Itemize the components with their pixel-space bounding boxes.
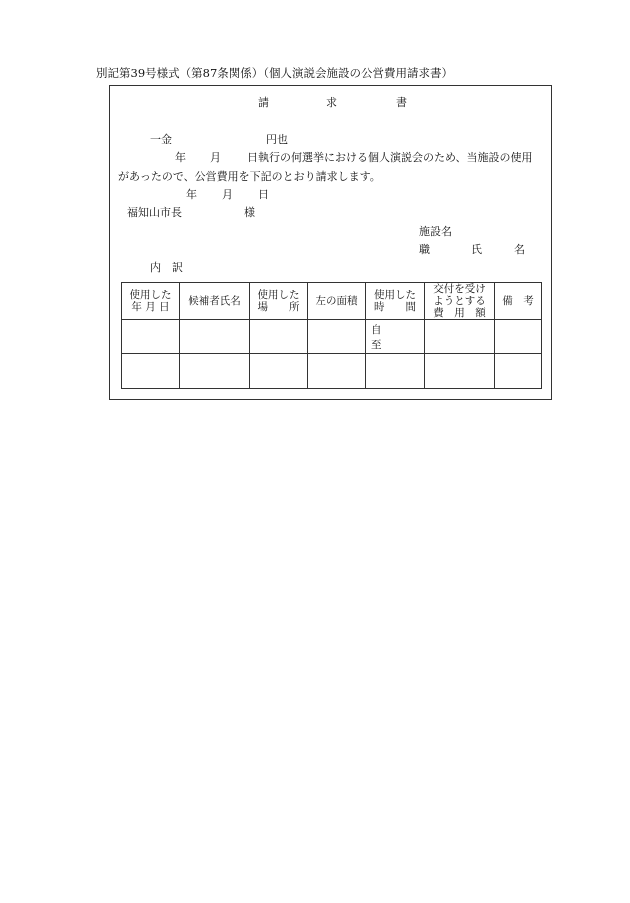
cell-date[interactable] [122, 354, 180, 389]
name-label-shi: 氏 [471, 243, 482, 256]
date-day-label: 日 [258, 188, 269, 201]
cell-remarks[interactable] [495, 354, 542, 389]
body-line-2: があったので、公営費用を下記のとおり請求します。 [118, 170, 381, 183]
header-date-used: 使用した 年 月 日 [122, 283, 180, 320]
cell-remarks[interactable] [495, 320, 542, 354]
cell-area[interactable] [308, 320, 366, 354]
cell-candidate[interactable] [180, 320, 250, 354]
header-requested-amount: 交付を受け ようとする 費 用 額 [425, 283, 495, 320]
date-month-label: 月 [222, 188, 233, 201]
time-to-label: 至 [371, 338, 382, 351]
amount-suffix: 円也 [266, 133, 288, 146]
addressee-honorific: 様 [244, 206, 255, 219]
body-month-label: 月 [210, 151, 221, 164]
table-row [122, 320, 542, 354]
breakdown-table [121, 282, 542, 389]
header-time-used: 使用した 時 間 [366, 283, 425, 320]
cell-time[interactable] [366, 354, 425, 389]
table-header-row [122, 283, 542, 320]
cell-area[interactable] [308, 354, 366, 389]
facility-name-label: 施設名 [419, 225, 452, 238]
time-from-label: 自 [371, 324, 382, 337]
header-remarks: 備 考 [495, 283, 542, 320]
table-row [122, 354, 542, 389]
cell-place[interactable] [250, 320, 308, 354]
name-label-mei: 名 [514, 243, 525, 256]
title-char-1: 請 [258, 96, 269, 109]
header-place-used: 使用した 場 所 [250, 283, 308, 320]
body-year-label: 年 [175, 151, 186, 164]
cell-date[interactable] [122, 320, 180, 354]
header-area: 左の面積 [308, 283, 366, 320]
position-label: 職 [419, 243, 430, 256]
addressee-name: 福知山市長 [127, 206, 182, 219]
amount-prefix: 一金 [150, 133, 172, 146]
breakdown-label: 内 訳 [150, 261, 183, 274]
form-header: 別記第39号様式（第87条関係）（個人演説会施設の公営費用請求書） [96, 66, 454, 80]
cell-candidate[interactable] [180, 354, 250, 389]
body-line-1: 日執行の何選挙における個人演説会のため、当施設の使用 [247, 151, 533, 164]
cell-amount[interactable] [425, 320, 495, 354]
header-candidate-name: 候補者氏名 [180, 283, 250, 320]
cell-place[interactable] [250, 354, 308, 389]
title-char-2: 求 [326, 96, 337, 109]
date-year-label: 年 [186, 188, 197, 201]
title-char-3: 書 [396, 96, 407, 109]
cell-amount[interactable] [425, 354, 495, 389]
cell-time[interactable] [366, 320, 425, 354]
